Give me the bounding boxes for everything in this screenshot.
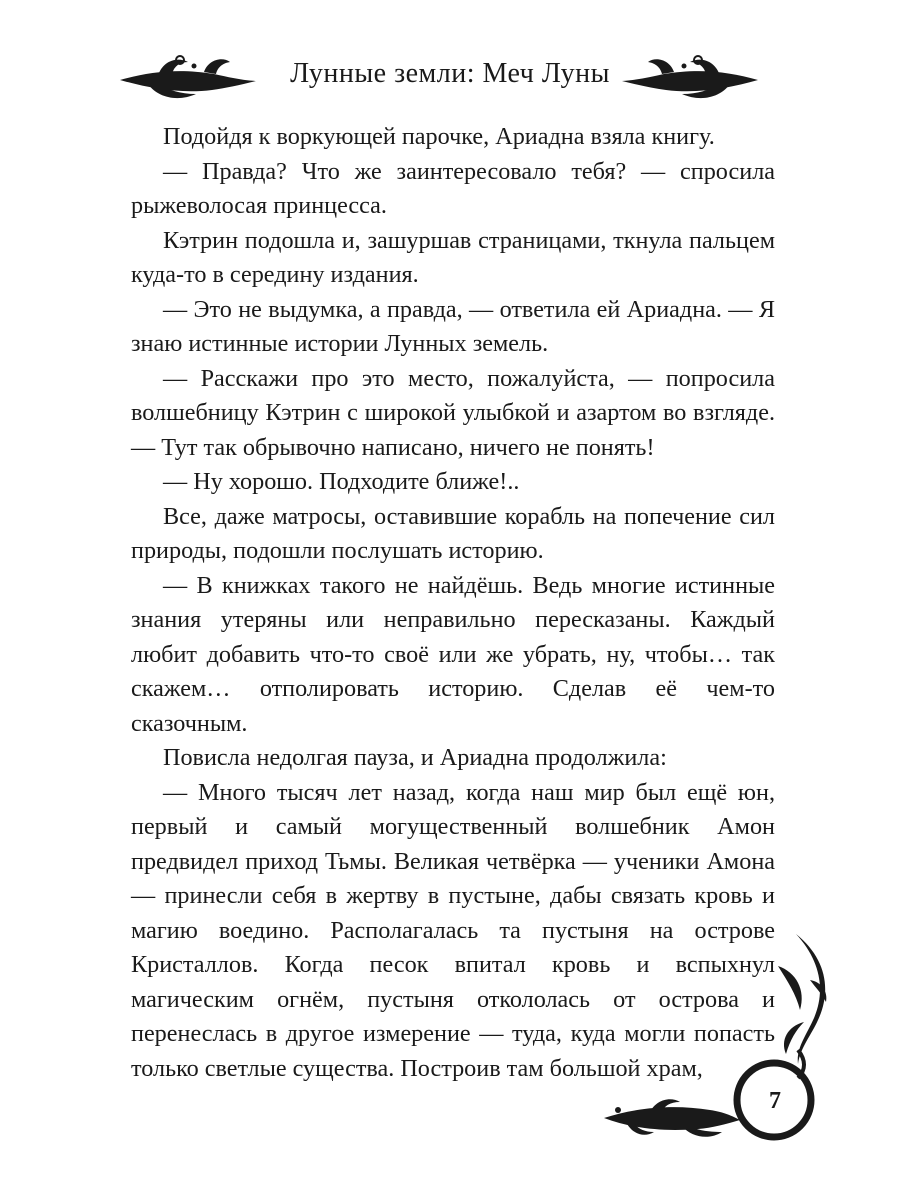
paragraph: — В книжках такого не найдёшь. Ведь многие истинные знания утеряны или неправильно пересказаны. Каждый любит добавить что-то своё или же убрать, ну, чтобы… так скажем… отполировать историю. Сделав её чем-то сказочным.	[131, 571, 775, 737]
running-header	[0, 48, 900, 108]
paragraph: — Ну хорошо. Подходите ближе!..	[163, 468, 520, 495]
flourish-ornament-right-icon	[620, 50, 760, 106]
paragraph: Подойдя к воркующей парочке, Ариадна взяла книгу.	[163, 123, 715, 150]
paragraph: Все, даже матросы, оставившие корабль на попечение сил природы, подошли послушать историю.	[131, 502, 775, 564]
paragraph: — Расскажи про это место, пожалуйста, — попросила волшебницу Кэтрин с широкой улыбкой и азартом во взгляде. — Тут так обрывочно написано, ничего не понять!	[131, 364, 775, 461]
running-header-title: Лунные земли: Меч Луны	[290, 58, 610, 89]
corner-flourish-ornament-icon	[600, 930, 900, 1200]
paragraph: — Правда? Что же заинтересовало тебя? — спросила рыжеволосая принцесса.	[131, 157, 775, 219]
paragraph: — Это не выдумка, а правда, — ответила ей Ариадна. — Я знаю истинные истории Лунных земель.	[131, 295, 775, 357]
paragraph: Повисла недолгая пауза, и Ариадна продолжила:	[163, 744, 667, 771]
paragraph: Кэтрин подошла и, зашуршав страницами, ткнула пальцем куда-то в середину издания.	[131, 226, 775, 288]
paragraph: — Много тысяч лет назад, когда наш мир был ещё юн, первый и самый могущественный волшебник Амон предвидел приход Тьмы. Великая четвёрка — ученики Амона — принесли себя в жертву в пустыне, дабы связать кровь и магию воедино. Располагалась та пустыня на острове Кристаллов. Когда песок впитал кровь и вспыхнул магическим огнём, пустыня откололась от острова и перенеслась в другое измерение — туда, куда могли попасть только светлые существа. Построив там большой храм,	[131, 778, 775, 1082]
page-number: 7	[769, 1088, 781, 1114]
